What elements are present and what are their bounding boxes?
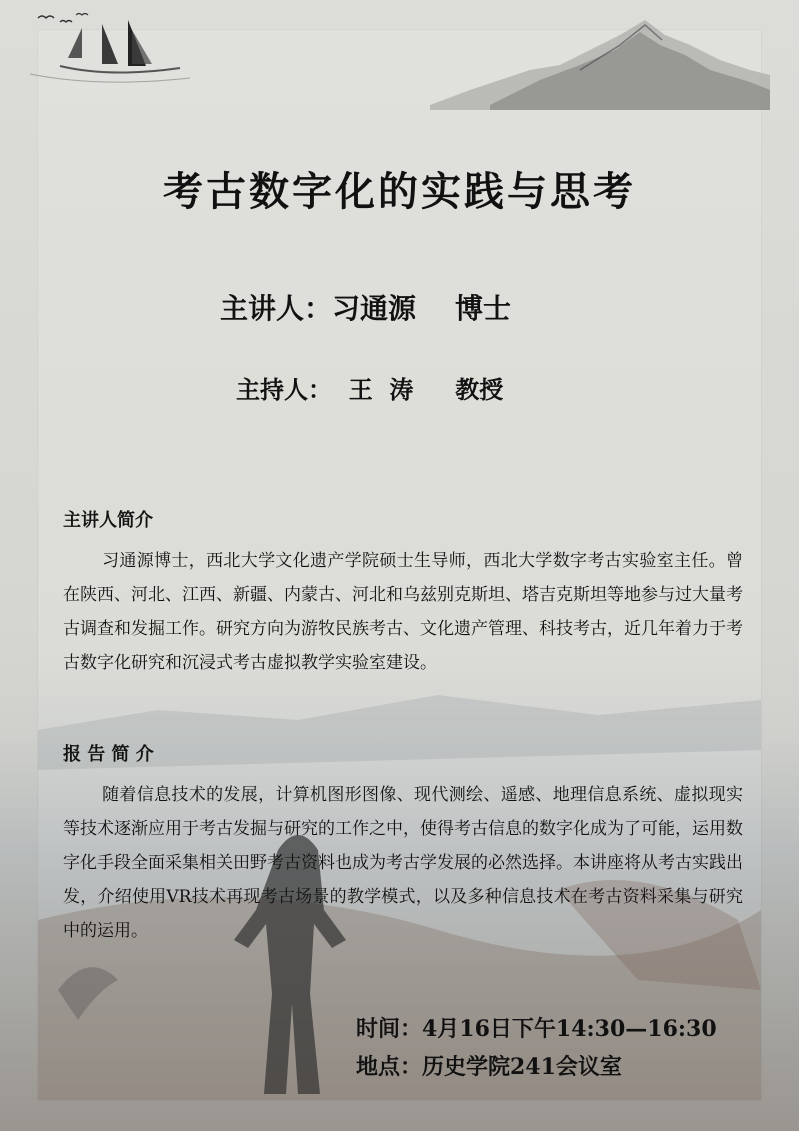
report-intro-heading: 报 告 简 介	[63, 744, 154, 765]
speaker-intro-heading: 主讲人简介	[63, 510, 153, 531]
lecture-place: 地点：历史学院241会议室	[356, 1054, 622, 1080]
host-name: 王 涛	[348, 375, 414, 404]
speaker-label: 主讲人：	[220, 292, 333, 325]
host-line	[236, 370, 503, 405]
speaker-title: 博士	[455, 292, 512, 325]
speaker-name: 习通源	[332, 292, 417, 325]
speaker-line	[220, 287, 511, 327]
ink-boat-illustration	[20, 8, 200, 98]
host-title: 教授	[455, 375, 504, 404]
speaker-intro-text: 习通源博士，西北大学文化遗产学院硕士生导师，西北大学数字考古实验室主任。曾在陕西、河北、江西、新疆、内蒙古、河北和乌兹别克斯坦、塔吉克斯坦等地参与过大量考古调查和发掘工作。研究方向为游牧民族考古、文化遗产管理、科技考古，近几年着力于考古数字化研究和沉浸式考古虚拟教学实验室建设。	[63, 551, 743, 673]
host-label: 主持人：	[236, 375, 332, 404]
lecture-time: 时间：4月16日下午14:30—16:30	[356, 1016, 717, 1042]
lecture-title: 考古数字化的实践与思考	[163, 168, 636, 215]
ink-mountain-illustration	[430, 10, 770, 110]
report-intro-text: 随着信息技术的发展，计算机图形图像、现代测绘、遥感、地理信息系统、虚拟现实等技术逐渐应用于考古发掘与研究的工作之中，使得考古信息的数字化成为了可能，运用数字化手段全面采集相关田野考古资料也成为考古学发展的必然选择。本讲座将从考古实践出发，介绍使用VR技术再现考古场景的教学模式，以及多种信息技术在考古资料采集与研究中的运用。	[63, 785, 743, 941]
